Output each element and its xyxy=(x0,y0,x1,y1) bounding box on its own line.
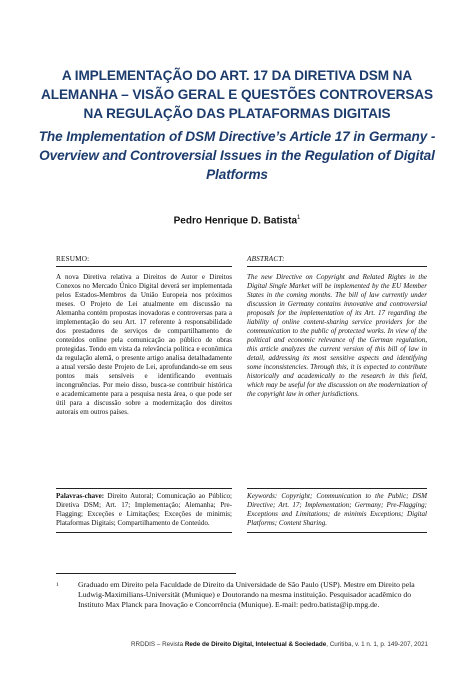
abstract-keywords xyxy=(247,488,427,533)
abstract-heading: ABSTRACT: xyxy=(247,255,427,267)
abstract-keywords-text: Copyright; Communication to the Public; DSM Directive; Art. 17; Implementation; Germany; Pre-Flagging; Exceptions and Limitations; de minimis Exceptions; Digital Platforms; Content Sharing. xyxy=(247,492,427,527)
footnote-mark: 1 xyxy=(56,582,59,588)
abstract-keywords-label: Keywords: xyxy=(247,492,278,500)
resumo-body: A nova Diretiva relativa a Direitos de Autor e Direitos Conexos no Mercado Único Digital deverá ser implementada pelos Estados-Membros da União Europeia nos próximos meses. O Projeto de Lei atualmente em discussão na Alemanha contém propostas inovadoras e controversas para a implementação do seu Art. 17 referente à responsabilidade dos prestadores de serviços de compartilhamento de conteúdos online pela comunicação ao público de obras protegidas. Tendo em vista da relevância política e econômica da regulação alemã, o presente artigo analisa detalhadamente a atual versão deste Projeto de Lei, aprofundando-se em seus pontos mais sensíveis e identificando eventuais incongruências. Por meio disso, busca-se contribuir histórica e academicamente para a pesquisa nesta área, o que pode ser útil para a discussão sobre a modernização dos direitos autorais em outros países. xyxy=(56,273,232,416)
footer-citation: , Curitiba, v. 1 n. 1, p. 149-207, 2021 xyxy=(326,641,428,648)
resumo-heading: RESUMO: xyxy=(56,255,232,267)
footnote-text: Graduado em Direito pela Faculdade de Direito da Universidade de São Paulo (USP). Mestre em Direito pela Ludwig-Maximilians-Universität (Munique) e Doutorando na mesma instituição. Pesquisador acadêmico do Instituto Max Planck para Inovação e Concorrência (Munique). E-mail: pedro.batista@ip.mpg.de. xyxy=(78,580,415,609)
resumo-keywords xyxy=(56,488,232,533)
author-line xyxy=(0,215,474,226)
author-name: Pedro Henrique D. Batista xyxy=(173,215,297,227)
author-footnote-mark[interactable]: 1 xyxy=(297,215,301,221)
footnote xyxy=(56,580,428,610)
abstract-column xyxy=(247,255,427,527)
resumo-column xyxy=(56,255,232,527)
footer-prefix: RRDDIS – Revista xyxy=(130,641,185,648)
title-english: The Implementation of DSM Directive’s Article 17 in Germany - Overview and Controversial Issues in the Regulation of Digital Platforms xyxy=(38,129,436,182)
abstract-body: The new Directive on Copyright and Related Rights in the Digital Single Market will be implemented by the EU Member States in the coming months. The bill of law currently under discussion in Germany contains innovative and controversial proposals for the implementation of its Art. 17 regarding the liability of online content-sharing service providers for the communication to the public of protected works. In view of the political and economic relevance of the German regulation, this article analyzes the current version of this bill of law in detail, addressing its most sensitive aspects and identifying some inconsistencies. Through this, it is expected to contribute historically and academically to the research in this field, which may be useful for the discussion on the modernization of the copyright law in other jurisdictions. xyxy=(247,273,427,398)
running-footer xyxy=(131,641,428,648)
resumo-keywords-label: Palavras-chave: xyxy=(56,492,105,500)
resumo-keywords-text: Direito Autoral; Comunicação ao Público; Diretiva DSM; Art. 17; Implementação; Alemanha; Pre-Flagging; Exceções e Limitações; Exceções de minimis; Plataformas Digitais; Compartilhamento de Conteúdo. xyxy=(56,492,232,527)
title-portuguese: A IMPLEMENTAÇÃO DO ART. 17 DA DIRETIVA DSM NA ALEMANHA – VISÃO GERAL E QUESTÕES CONTROVERSAS NA REGULAÇÃO DAS PLATAFORMAS DIGITAIS xyxy=(41,68,433,121)
footnote-divider xyxy=(56,573,236,574)
footer-journal-name: Rede de Direito Digital, Intelectual & Sociedade xyxy=(184,641,327,648)
